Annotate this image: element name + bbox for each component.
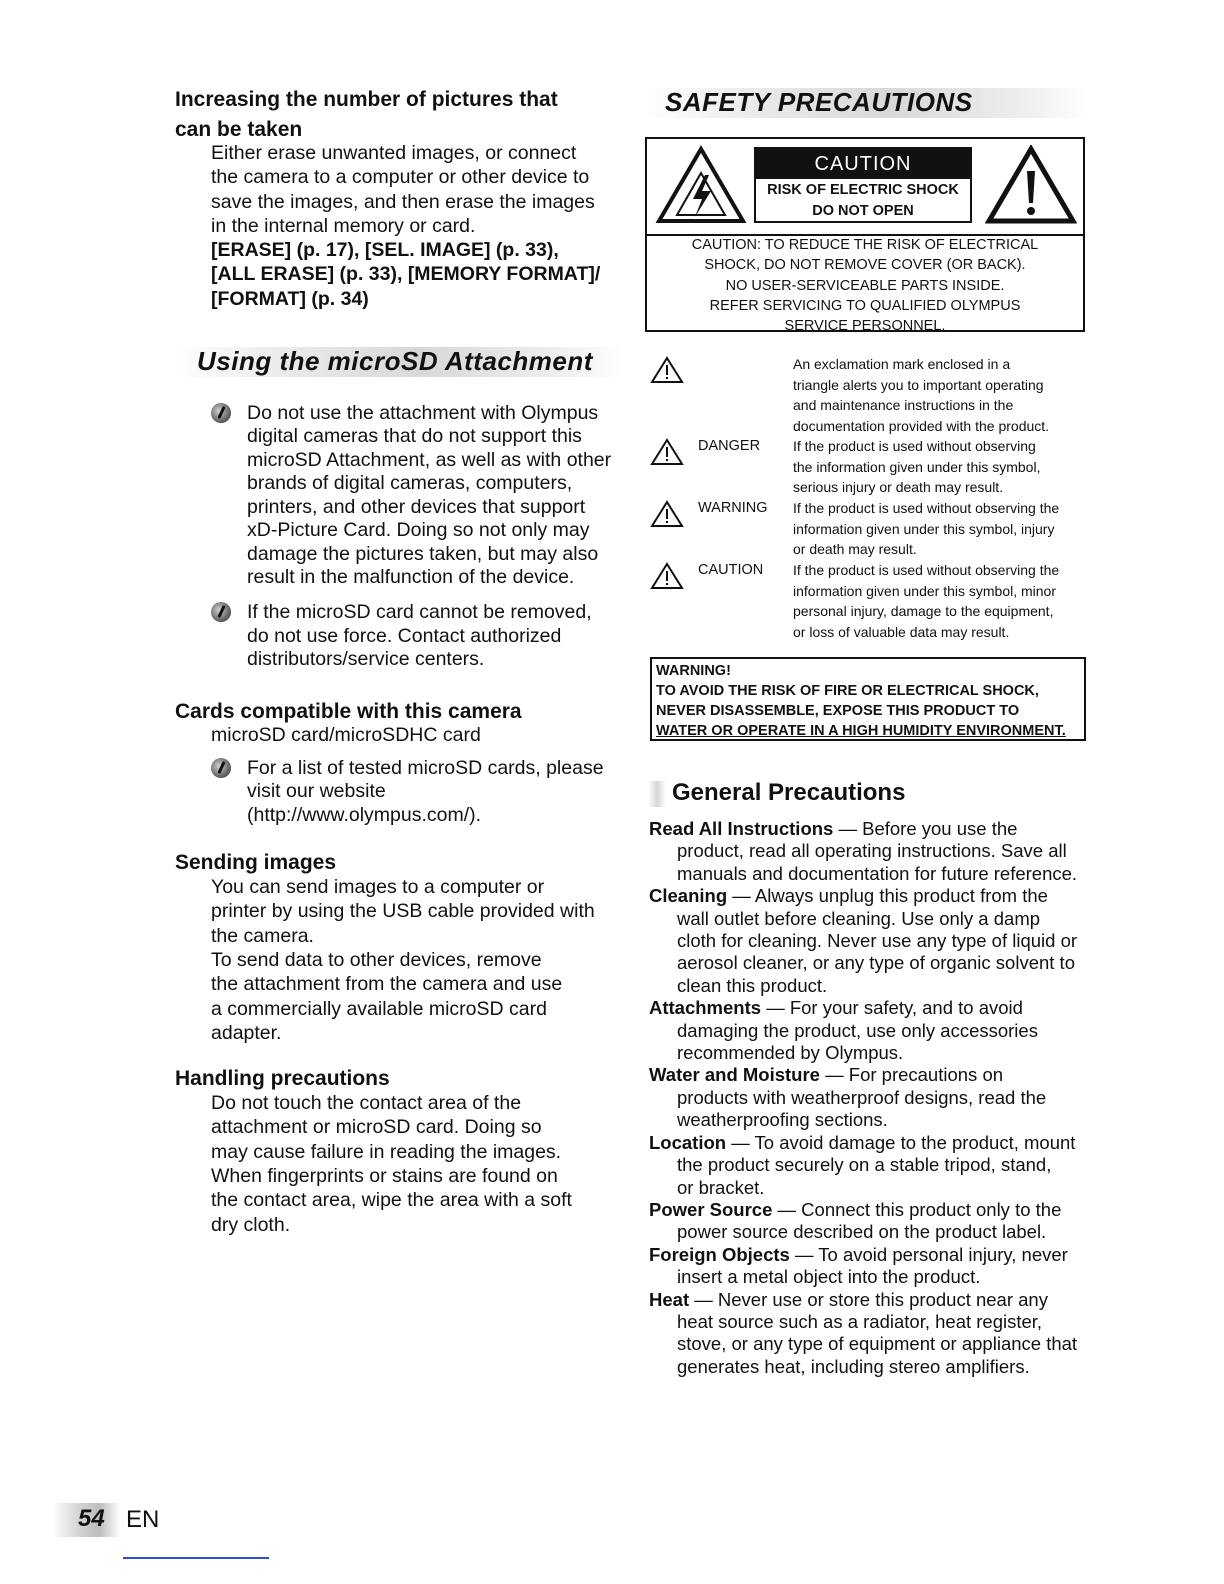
text-line: result in the malfunction of the device.	[247, 565, 575, 588]
text-line: Do not touch the contact area of the	[211, 1092, 522, 1115]
text-line: or loss of valuable data may result.	[793, 623, 1010, 640]
note-text	[247, 601, 592, 671]
precaution-text: — To avoid personal injury, never	[789, 1243, 1068, 1265]
caution-text	[647, 235, 1083, 336]
text-line: recommended by Olympus.	[677, 1042, 904, 1064]
ref-line: [FORMAT] (p. 34)	[211, 287, 369, 310]
text-line: If the product is used without observing the	[793, 562, 1060, 578]
text-line: aerosol cleaner, or any type of organic solvent to	[677, 952, 1075, 974]
section-band-shade	[648, 781, 666, 807]
text-line: REFER SERVICING TO QUALIFIED OLYMPUS	[709, 297, 1021, 314]
text-line: RISK OF ELECTRIC SHOCK	[767, 182, 959, 198]
note-icon	[211, 758, 231, 778]
footer-rule	[123, 1557, 269, 1559]
text-line: SERVICE PERSONNEL.	[784, 318, 946, 335]
note-item	[211, 757, 625, 827]
text-line: information given under this symbol, minor	[793, 582, 1057, 599]
text-line: documentation provided with the product.	[793, 417, 1050, 434]
text-line: generates heat, including stereo amplifiers.	[677, 1355, 1030, 1377]
text-line: SHOCK, DO NOT REMOVE COVER (OR BACK).	[704, 257, 1026, 274]
page-number: 54	[78, 1505, 105, 1532]
text-line: the information given under this symbol,	[793, 458, 1041, 475]
text-line: power source described on the product label.	[677, 1221, 1047, 1243]
legend-desc	[793, 354, 1093, 436]
precaution-term: Foreign Objects	[649, 1243, 790, 1265]
text-line: visit our website (http://www.olympus.com/).	[247, 780, 482, 826]
text-line: insert a metal object into the product.	[677, 1266, 981, 1288]
cards-title: Cards compatible with this camera	[175, 699, 522, 723]
precaution-term: Power Source	[649, 1198, 773, 1220]
text-line: You can send images to a computer or	[211, 876, 545, 899]
increase-refs	[175, 238, 625, 311]
language-label: EN	[126, 1506, 160, 1533]
text-line: the attachment from the camera and use	[211, 973, 563, 996]
text-line: NEVER DISASSEMBLE, EXPOSE THIS PRODUCT TO	[656, 703, 1020, 719]
text-line: a commercially available microSD card	[211, 997, 547, 1020]
handling-title: Handling precautions	[175, 1067, 390, 1091]
handling-body	[175, 1091, 625, 1237]
precaution-item	[649, 1244, 1094, 1289]
note-icon	[211, 602, 231, 622]
text-line: heat source such as a radiator, heat register,	[677, 1310, 1043, 1332]
precaution-item	[649, 1199, 1094, 1244]
text-line: manuals and documentation for future reference.	[677, 862, 1078, 884]
precaution-term: Attachments	[649, 997, 762, 1019]
text-line: adapter.	[211, 1021, 282, 1044]
microsd-section-header	[175, 343, 623, 381]
text-line: personal injury, damage to the equipment,	[793, 603, 1054, 619]
caution-banner-title: CAUTION	[756, 149, 970, 179]
exclamation-triangle-icon	[650, 438, 684, 466]
legend-label: DANGER	[698, 438, 761, 454]
precaution-text: — Never use or store this product near any	[689, 1288, 1048, 1310]
ref-line: [ALL ERASE] (p. 33), [MEMORY FORMAT]/	[211, 263, 601, 286]
text-line: triangle alerts you to important operating	[793, 376, 1044, 393]
caution-header	[647, 139, 1083, 236]
precaution-text: — For your safety, and to avoid	[761, 997, 1023, 1019]
text-line: damage the pictures taken, but may also	[247, 542, 599, 565]
precaution-text: — Connect this product only to the	[772, 1198, 1062, 1220]
text-line: the camera.	[211, 924, 314, 947]
precaution-term: Cleaning	[649, 885, 728, 907]
text-line: If the microSD card cannot be removed,	[247, 601, 592, 624]
legend-desc	[793, 560, 1093, 642]
note-item	[211, 402, 625, 589]
precaution-item	[649, 885, 1094, 997]
text-line: products with weatherproof designs, read the	[677, 1086, 1047, 1108]
safety-title: SAFETY PRECAUTIONS	[665, 87, 973, 117]
sending-body	[175, 875, 625, 1045]
electric-shock-warning-icon	[655, 145, 747, 225]
precaution-text: — Always unplug this product from the	[727, 885, 1048, 907]
precaution-text: — Before you use the	[833, 818, 1018, 839]
text-line: cloth for cleaning. Never use any type of liquid or	[677, 930, 1078, 952]
increase-title-line: can be taken	[175, 118, 303, 141]
increase-title-line: Increasing the number of pictures that	[175, 88, 558, 111]
increase-title	[175, 85, 625, 145]
text-line: When fingerprints or stains are found on	[211, 1165, 558, 1188]
microsd-notes	[175, 402, 625, 671]
text-line: CAUTION: TO REDUCE THE RISK OF ELECTRICAL	[691, 237, 1039, 253]
text-line: the product securely on a stable tripod, stand,	[677, 1154, 1052, 1176]
text-line: microSD Attachment, as well as with other	[247, 448, 612, 471]
note-icon	[211, 403, 231, 423]
precaution-term: Location	[649, 1131, 727, 1153]
microsd-title: Using the microSD Attachment	[197, 346, 593, 377]
legend-desc	[793, 436, 1093, 498]
increase-body	[175, 141, 625, 238]
text-line: do not use force. Contact authorized	[247, 624, 562, 647]
text-line: information given under this symbol, injury	[793, 520, 1055, 537]
text-line: wall outlet before cleaning. Use only a damp	[677, 907, 1041, 929]
text-line: and maintenance instructions in the	[793, 397, 1014, 413]
precaution-item	[649, 1132, 1094, 1199]
caution-banner-lines	[756, 179, 970, 222]
text-line: To send data to other devices, remove	[211, 948, 542, 971]
precaution-item	[649, 818, 1094, 885]
text-line: distributors/service centers.	[247, 648, 485, 671]
page-number-badge	[52, 1503, 120, 1537]
text-line: serious injury or death may result.	[793, 479, 1004, 495]
text-line: the contact area, wipe the area with a soft	[211, 1189, 572, 1212]
exclamation-triangle-icon	[650, 500, 684, 528]
caution-banner	[754, 147, 972, 223]
legend-label: CAUTION	[698, 562, 764, 578]
precaution-text: — To avoid damage to the product, mount	[726, 1131, 1076, 1153]
text-line: attachment or microSD card. Doing so	[211, 1116, 542, 1139]
text-line: digital cameras that do not support this	[247, 425, 582, 448]
warning-heading: WARNING!	[656, 663, 731, 679]
text-line: save the images, and then erase the images	[211, 190, 595, 213]
left-column	[175, 85, 625, 1237]
text-line: clean this product.	[677, 974, 828, 996]
precaution-term: Heat	[649, 1288, 690, 1310]
legend-desc	[793, 498, 1093, 560]
safety-section-header	[645, 84, 1090, 122]
text-line: WATER OR OPERATE IN A HIGH HUMIDITY ENVIRONMENT.	[656, 723, 1066, 739]
text-line: TO AVOID THE RISK OF FIRE OR ELECTRICAL SHOCK,	[656, 683, 1039, 699]
sending-title: Sending images	[175, 851, 337, 875]
text-line: DO NOT OPEN	[812, 203, 914, 219]
text-line: Do not use the attachment with Olympus	[247, 402, 599, 425]
text-line: xD-Picture Card. Doing so not only may	[247, 519, 590, 542]
text-line: If the product is used without observing the	[793, 500, 1060, 516]
text-line: printers, and other devices that support	[247, 495, 586, 518]
note-item	[211, 601, 625, 671]
legend-label: WARNING	[698, 500, 768, 516]
text-line: Either erase unwanted images, or connect	[211, 142, 577, 164]
text-line: the camera to a computer or other device to	[211, 166, 590, 189]
text-line: damaging the product, use only accessories	[677, 1019, 1038, 1041]
text-line: An exclamation mark enclosed in a	[793, 356, 1011, 372]
precaution-item	[649, 1064, 1094, 1131]
precaution-term: Read All Instructions	[649, 818, 834, 839]
caution-box	[645, 137, 1085, 335]
text-line: printer by using the USB cable provided with	[211, 900, 595, 923]
text-line: dry cloth.	[211, 1213, 291, 1236]
text-line: NO USER-SERVICEABLE PARTS INSIDE.	[725, 277, 1005, 294]
text-line: stove, or any type of equipment or appliance that	[677, 1333, 1078, 1355]
text-line: weatherproofing sections.	[677, 1109, 888, 1131]
precaution-item	[649, 997, 1094, 1064]
ref-line: [ERASE] (p. 17), [SEL. IMAGE] (p. 33),	[211, 239, 559, 262]
text-line: in the internal memory or card.	[211, 214, 476, 237]
precaution-text: — For precautions on	[819, 1064, 1004, 1086]
exclamation-triangle-icon	[650, 356, 684, 384]
precautions-list	[649, 818, 1094, 1378]
exclamation-warning-icon	[985, 145, 1077, 225]
text-line: or death may result.	[793, 541, 917, 557]
text-line: product, read all operating instructions. Save all	[677, 840, 1067, 862]
text-line: For a list of tested microSD cards, please	[247, 756, 604, 779]
general-precautions-title: General Precautions	[672, 779, 906, 806]
precaution-term: Water and Moisture	[649, 1064, 820, 1086]
text-line: If the product is used without observing	[793, 438, 1036, 454]
precaution-item	[649, 1289, 1094, 1379]
text-line: or bracket.	[677, 1176, 765, 1198]
warning-box	[650, 657, 1086, 741]
text-line: may cause failure in reading the images.	[211, 1140, 562, 1163]
note-text	[247, 757, 625, 827]
text-line: brands of digital cameras, computers,	[247, 472, 573, 495]
exclamation-triangle-icon	[650, 562, 684, 590]
cards-body: microSD card/microSDHC card	[211, 723, 481, 746]
note-text	[247, 402, 611, 589]
